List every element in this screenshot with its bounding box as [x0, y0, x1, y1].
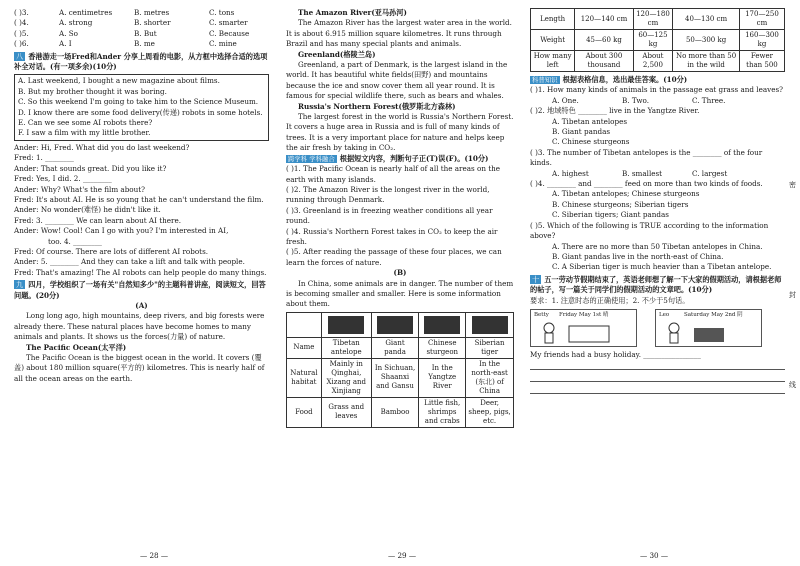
- option-a[interactable]: A. centimetres: [59, 8, 113, 17]
- stat-row-weight: [531, 30, 785, 51]
- tf-question[interactable]: ( )2. The Amazon River is the longest river in the world, running through Denmark.: [286, 184, 490, 205]
- page-number-28: — 28 —: [140, 551, 169, 560]
- option-a[interactable]: A. strong: [59, 18, 93, 28]
- options-list: [14, 8, 269, 50]
- option-a[interactable]: A. So: [59, 28, 79, 38]
- option-row: [14, 29, 269, 39]
- leo-card: [655, 309, 762, 347]
- amazon-heading: The Amazon River(亚马孙河): [298, 8, 407, 17]
- stat-length: 120—140 cm: [575, 9, 633, 30]
- animal-food: Bamboo: [371, 397, 419, 427]
- animal-image-cell: [371, 312, 419, 337]
- mc-option[interactable]: A. Tibetan antelopes: [552, 116, 628, 126]
- stat-left: No more than 50 in the wild: [673, 51, 740, 72]
- option-row: [14, 8, 269, 18]
- side-mark-2: 封: [789, 291, 796, 299]
- tf-question[interactable]: ( )5. After reading the passage of these four places, we can learn the forces of nature.: [286, 247, 502, 267]
- greenland-heading: Greenland(格陵兰岛): [298, 49, 376, 59]
- forest-text: The largest forest in the world is Russia's Northern Forest. It covers a huge area in Russia and is full of many kinds of trees. It is a very important place for nature and helps keep the air fresh by taking in CO₂.: [286, 112, 514, 153]
- mc-questions: [530, 85, 785, 272]
- animal-habitat: Mainly in Qinghai, Xizang and Xinjiang: [321, 358, 371, 397]
- betty-illustration: [539, 320, 629, 344]
- greenland-text: Greenland, a part of Denmark, is the largest island in the world. It has beautiful white fields(田野) and mountains because the ice and snow cover them all year round. It is famous for special wildlife there, such as bears and whales.: [286, 60, 508, 101]
- betty-date: Friday May 1st 晴: [559, 311, 609, 318]
- leo-date: Saturday May 2nd 阴: [684, 311, 743, 318]
- betty-card: [530, 309, 637, 347]
- stat-row-left: [531, 51, 785, 72]
- section-9-header: [14, 280, 269, 301]
- box-option: F. I saw a film with my little brother.: [18, 128, 151, 138]
- option-b[interactable]: B. shorter: [134, 18, 171, 28]
- mc-q3[interactable]: ( )3. The number of Tibetan antelopes is the ________ of the four kinds.: [530, 147, 763, 168]
- mc-title: 根据表格信息，选出最佳答案。(10分): [562, 75, 688, 84]
- mc-option[interactable]: B. Two.: [622, 95, 650, 105]
- mc-option[interactable]: B. Giant pandas: [552, 127, 611, 137]
- section-8-number: 八: [16, 51, 24, 61]
- tf-list: [286, 164, 514, 268]
- animal-photo: [377, 316, 413, 334]
- option-paren: ( )4.: [14, 18, 29, 28]
- page-28-column: [14, 8, 269, 384]
- mc-q1-options: [530, 96, 785, 106]
- dialog-line: Ander: Hi, Fred. What did you do last weekend?: [14, 142, 190, 152]
- dialog-line: too. 4. ________: [48, 236, 102, 246]
- amazon-text: The Amazon River has the largest water area in the world. It is about 6.915 million square kilometres. It runs through Brazil and has many special plants and animals.: [286, 18, 512, 49]
- option-a[interactable]: A. I: [59, 39, 72, 49]
- animal-habitat: In Sichuan, Shaanxi and Gansu: [371, 358, 419, 397]
- stat-left: About 2,500: [633, 51, 673, 72]
- dialog-line: Ander: Why? What's the film about?: [14, 184, 146, 194]
- part-b-label: (B): [393, 268, 407, 278]
- animal-image-cell: [466, 312, 514, 337]
- option-c[interactable]: C. smarter: [209, 18, 248, 28]
- box-option: B. But my brother thought it was boring.: [18, 86, 167, 96]
- animal-name: Tibetan antelope: [321, 337, 371, 358]
- dialog-line: Fred: Yes, I did. 2. ________: [14, 174, 112, 184]
- option-b[interactable]: B. metres: [134, 8, 170, 17]
- mc-q2[interactable]: ( )2. 地域特色 ________ live in the Yangtze River.: [530, 106, 700, 116]
- side-mark-1: 密: [789, 181, 796, 189]
- animal-photo: [424, 316, 460, 334]
- mc-q1[interactable]: ( )1. How many kinds of animals in the passage eat grass and leaves?: [530, 85, 784, 95]
- dialog-line: Ander: 5. ________ And they can take a lift and talk with people.: [14, 257, 245, 267]
- animal-habitat: In the Yangtze River: [419, 358, 466, 397]
- dialog-line: Fred: 1. ________: [14, 153, 74, 163]
- animal-row-food: [287, 397, 514, 427]
- writing-start[interactable]: My friends had a busy holiday. ________________: [530, 349, 701, 359]
- animal-photo: [328, 316, 364, 334]
- row-label: Food: [287, 397, 322, 427]
- page-number-29: — 29 —: [388, 551, 417, 560]
- section-9-number: 九: [16, 280, 24, 290]
- mc-option[interactable]: C. Siberian tigers; Giant pandas: [552, 210, 669, 220]
- mc-option[interactable]: C. Chinese sturgeons: [552, 137, 630, 147]
- mc-q4-options: [530, 189, 785, 220]
- writing-line[interactable]: [530, 360, 785, 370]
- part-a-label: (A): [135, 300, 148, 310]
- dialog-line: Fred: It's about AI. He is so young that he can't understand the film.: [14, 194, 264, 204]
- animal-table: [286, 312, 514, 428]
- option-paren: ( )5.: [14, 28, 29, 38]
- section-10-title: 五一劳动节假期结束了，英语老师想了解一下大家的假期活动，请根据老师的帖子，写一篇关于同学们的假期活动的文章吧。(10分): [530, 274, 782, 295]
- box-option: E. Can we see some AI robots there?: [18, 118, 153, 128]
- mc-option[interactable]: A. There are no more than 50 Tibetan antelopes in China.: [552, 241, 763, 251]
- animal-food: Little fish, shrimps and crabs: [419, 397, 466, 427]
- dialog-line: Fred: That's amazing! The AI robots can help people do many things.: [14, 267, 267, 277]
- tf-question[interactable]: ( )4. Russia's Northern Forest takes in CO₂ to keep the air fresh.: [286, 226, 498, 246]
- stat-label: Length: [531, 9, 575, 30]
- page-number-30: — 30 —: [640, 551, 669, 560]
- dialog-line: Fred: Of course. There are lots of different AI robots.: [14, 246, 209, 256]
- option-row: [14, 18, 269, 28]
- page-29-column: [286, 8, 514, 428]
- animal-food: Deer, sheep, pigs, etc.: [466, 397, 514, 427]
- stat-left: About 300 thousand: [575, 51, 633, 72]
- animal-food: Grass and leaves: [321, 397, 371, 427]
- writing-line[interactable]: [530, 372, 785, 382]
- row-label: Name: [287, 337, 322, 358]
- box-option: C. So this weekend I'm going to take him to the Science Museum.: [18, 97, 259, 107]
- mc-q5[interactable]: ( )5. Which of the following is TRUE according to the information above?: [530, 220, 769, 241]
- tf-tag: 跨学科 学科融合: [288, 154, 335, 163]
- section-8-header: [14, 52, 269, 73]
- section-10-header: [530, 275, 785, 296]
- option-c[interactable]: C. tons: [209, 8, 235, 17]
- leo-illustration: [664, 320, 754, 344]
- row-label: Natural habitat: [287, 358, 322, 397]
- stat-weight: 50—300 kg: [673, 30, 740, 51]
- mc-option[interactable]: A. Tibetan antelopes; Chinese sturgeons: [552, 189, 700, 199]
- tf-question[interactable]: ( )3. Greenland is in freezing weather conditions all year round.: [286, 205, 493, 226]
- mc-option[interactable]: C. A Siberian tiger is much heavier than a Tibetan antelope.: [552, 262, 772, 272]
- animal-image-cell: [419, 312, 466, 337]
- option-row: [14, 39, 269, 49]
- animal-habitat: In the north-east (东北) of China: [466, 358, 514, 397]
- diary-cards: [530, 309, 785, 347]
- requirements: 要求：1. 注意时态的正确使用；2. 不少于5句话。: [530, 295, 690, 305]
- stat-length: 40—130 cm: [673, 9, 740, 30]
- dialog-line: Fred: 3. ________ We can learn about AI there.: [14, 215, 181, 225]
- box-option: D. I know there are some food delivery(传递) robots in some hotels.: [18, 107, 263, 117]
- section-10-number: 十: [532, 274, 540, 284]
- stat-label: How many left: [531, 51, 575, 72]
- section-9-title: 四月，学校组织了一场有关"自然知多少"的主题科普讲座，阅读短文，回答问题。(20分): [14, 280, 266, 300]
- stat-length: 120—180 cm: [633, 9, 673, 30]
- section-8-title: 香港游走一场Fred和Ander 分享上周看的电影，从方框中选择合适的选项补全对话。(有一项多余)(10分): [14, 51, 268, 72]
- mc-option[interactable]: A. highest: [552, 168, 589, 178]
- animal-row-name: [287, 337, 514, 358]
- pacific-heading: The Pacific Ocean(太平洋): [26, 342, 127, 352]
- stat-length: 170—250 cm: [739, 9, 784, 30]
- option-c[interactable]: C. Because: [209, 28, 250, 38]
- option-b[interactable]: B. me: [134, 39, 155, 49]
- stat-weight: 45—60 kg: [575, 30, 633, 51]
- tf-question[interactable]: ( )1. The Pacific Ocean is nearly half of all the areas on the earth with many islands.: [286, 164, 501, 184]
- mc-tag: 科普知识: [532, 76, 558, 84]
- mc-option[interactable]: B. Chinese sturgeons; Siberian tigers: [552, 199, 689, 209]
- mc-q3-options: [530, 169, 785, 179]
- stat-weight: 160—300 kg: [739, 30, 784, 51]
- option-paren: ( )3.: [14, 8, 29, 17]
- mc-q5-options: [530, 242, 785, 273]
- part-b-text: In China, some animals are in danger. The number of them is becoming smaller and smaller. Here is some information about them.: [286, 278, 514, 309]
- stat-label: Weight: [531, 30, 575, 51]
- mc-option[interactable]: C. largest: [692, 168, 728, 178]
- animal-image-cell: [321, 312, 371, 337]
- animal-row-habitat: [287, 358, 514, 397]
- stat-row-length: [531, 9, 785, 30]
- page-30-column: [530, 8, 785, 396]
- betty-name: Betty: [534, 311, 549, 318]
- mc-option[interactable]: C. Three.: [692, 95, 726, 105]
- animal-name: Siberian tiger: [466, 337, 514, 358]
- image-row: [287, 312, 514, 337]
- animal-name: Chinese sturgeon: [419, 337, 466, 358]
- mc-option[interactable]: A. One.: [552, 95, 579, 105]
- animal-name: Giant panda: [371, 337, 419, 358]
- blank-cell: [287, 312, 322, 337]
- dialog-line: Ander: No wonder(难怪) he didn't like it.: [14, 205, 161, 215]
- option-paren: ( )6.: [14, 39, 29, 49]
- writing-line[interactable]: [530, 384, 785, 394]
- mc-option[interactable]: B. smallest: [622, 168, 663, 178]
- dialog: [14, 143, 269, 278]
- leo-name: Leo: [659, 311, 670, 318]
- option-c[interactable]: C. mine: [209, 39, 237, 49]
- options-box: [14, 74, 269, 140]
- forest-heading: Russia's Northern Forest(俄罗斯北方森林): [298, 101, 456, 111]
- stat-weight: 60—125 kg: [633, 30, 673, 51]
- box-option: A. Last weekend, I bought a new magazine about films.: [18, 76, 220, 86]
- mc-option[interactable]: B. Giant pandas live in the north-east of China.: [552, 251, 724, 261]
- mc-header: [530, 75, 785, 85]
- stats-table: [530, 8, 785, 72]
- intro-paragraph: Long long ago, high mountains, deep rivers, and big forests were already there. These natural places have become homes to many animals and plants. It shows us the forces(力量) of nature.: [14, 311, 265, 342]
- tf-title: 根据短文内容，判断句子正(T)误(F)。(10分): [339, 153, 489, 163]
- pacific-text: The Pacific Ocean is the biggest ocean in the world. It covers (覆盖) about 180 million square(平方的) kilometres. This is nearly half of all the ocean areas on the earth.: [14, 353, 265, 383]
- animal-photo: [472, 316, 508, 334]
- mc-q2-options: [530, 117, 785, 148]
- dialog-line: Ander: Wow! Cool! Can I go with you? I'm interested in AI,: [14, 226, 229, 236]
- dialog-line: Ander: That sounds great. Did you like it?: [14, 163, 167, 173]
- tf-header: [286, 154, 514, 164]
- mc-q4[interactable]: ( )4. ________ and ________ feed on more than two kinds of foods.: [530, 179, 763, 189]
- side-mark-3: 线: [789, 381, 796, 389]
- stat-left: Fewer than 500: [739, 51, 784, 72]
- option-b[interactable]: B. But: [134, 28, 157, 38]
